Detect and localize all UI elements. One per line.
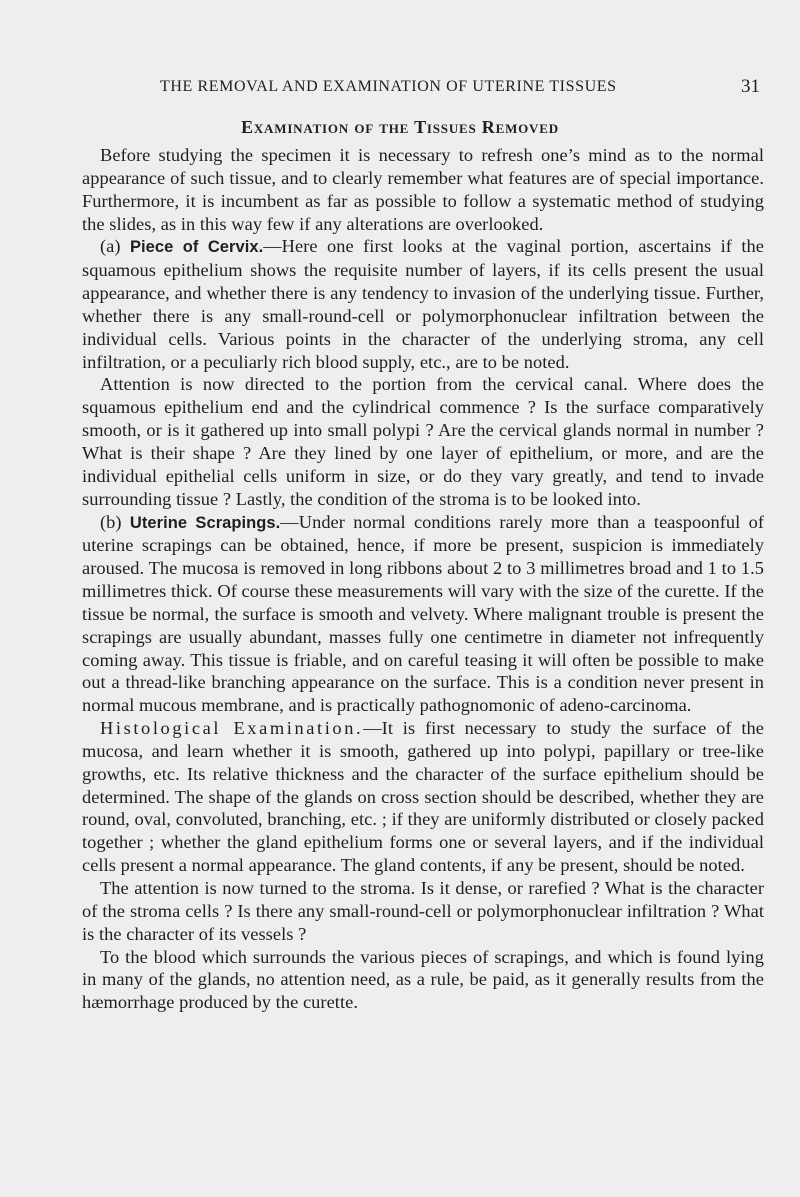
subheading-uterine-scrapings: Uterine Scrapings. — [129, 513, 281, 532]
subheading-piece-of-cervix: Piece of Cervix. — [129, 238, 264, 257]
paragraph-intro: Before studying the specimen it is necessary to refresh one’s mind as to the normal appearance of such tissue, and to clearly remember what features are of special importance. Furthermore, it is incumbent as far as possible to follow a systematic method of studying the slides, as in this way few if any alterations are overlooked. — [82, 145, 764, 234]
paragraph-cervix — [82, 235, 764, 373]
paragraph-scrapings-text: —Under normal conditions rarely more than a teaspoonful of uterine scrapings can be obtained, hence, if more be present, suspicion is immediately aroused. The mucosa is removed in long ribbons about 2 to 3 millimetres broad and 1 to 1.5 millimetres thick. Of course these measurements will vary with the size of the curette. If the tissue be normal, the surface is smooth and velvety. Where malignant trouble is present the scrapings are usually abundant, masses fully one centimetre in diameter not infrequently coming away. This tissue is friable, and on careful teasing it will often be possible to make out a thread-like branching appearance on the surface. This is a condition never present in normal mucous membrane, and is practically pathognomonic of adeno-carcinoma. — [82, 511, 765, 716]
paragraph-cervical-canal: Attention is now directed to the portion from the cervical canal. Where does the squamous epithelium end and the cylindrical commence ? Is the surface comparatively smooth, or is it gathered up into small polypi ? Are the cervical glands normal in number ? What is their shape ? Are they lined by one layer of epithelium, or more, and are the individual epithelial cells uniform in size, or do they vary greatly, and tend to invade surrounding tissue ? Lastly, the condition of the stroma is to be looked into. — [82, 374, 764, 509]
item-label-b: (b) — [100, 511, 122, 532]
paragraph-histological — [82, 717, 764, 877]
running-header — [160, 76, 760, 100]
paragraph-blood: To the blood which surrounds the various pieces of scrapings, and which is found lying in many of the glands, no attention need, as a rule, be paid, as it generally results from the hæmorrhage produced by the curette. — [82, 946, 764, 1013]
paragraph-cervix-text: —Here one first looks at the vaginal portion, ascertains if the squamous epithelium shows the requisite number of layers, if its cells present the usual appearance, and whether there is any tendency to invasion of the underlying tissue. Further, whether there is any small-round-cell or polymorphonuclear infiltration between the individual cells. Various points in the character of the underlying stroma, any cell infiltration, or a peculiarly rich blood supply, etc., are to be noted. — [82, 236, 764, 372]
paragraph-stroma: The attention is now turned to the stroma. Is it dense, or rarefied ? What is the character of the stroma cells ? Is there any small-round-cell or polymorphonuclear infiltration ? What is the character of its vessels ? — [82, 878, 764, 944]
page-number: 31 — [741, 76, 760, 97]
item-label-a: (a) — [100, 236, 121, 257]
paragraph-histological-text: —It is first necessary to study the surface of the mucosa, and learn whether it is smooth, gathered up into polypi, papillary or tree-like growths, etc. Its relative thickness and the character of the surface epithelium should be determined. The shape of the glands on cross section should be described, whether they are round, oval, convoluted, branching, etc. ; if they are uniformly distributed or closely packed together ; whether the gland epithelium forms one or several layers, and if the individual cells present a normal appearance. The gland contents, if any be present, should be noted. — [82, 718, 764, 876]
paragraph-scrapings — [82, 511, 764, 718]
running-title: THE REMOVAL AND EXAMINATION OF UTERINE TISSUES — [160, 78, 617, 95]
body-text — [82, 144, 764, 1014]
section-title: Examination of the Tissues Removed — [241, 117, 559, 137]
subheading-histological-examination: Histological Examination. — [100, 718, 364, 739]
